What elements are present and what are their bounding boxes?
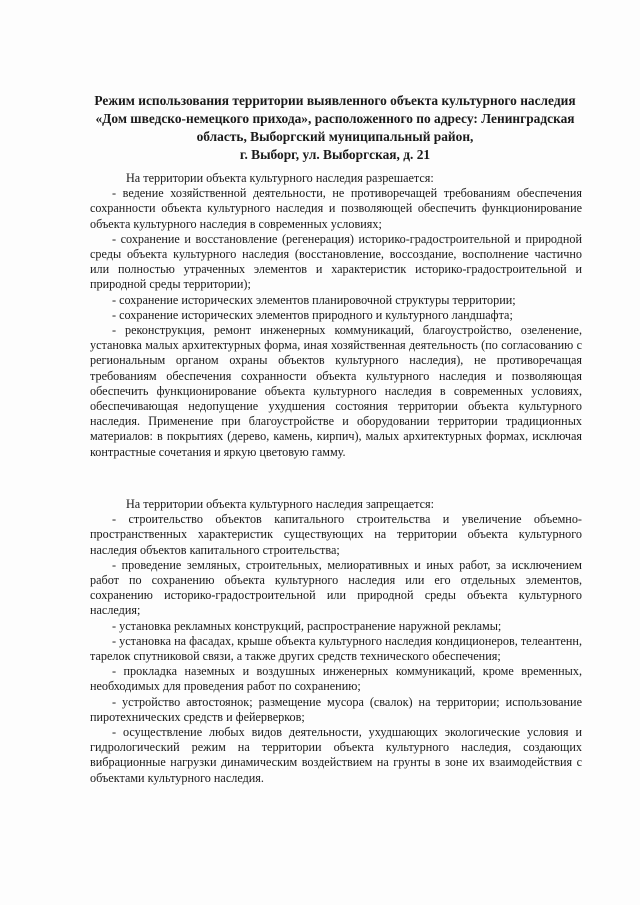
forbidden-heading: На территории объекта культурного наследия запрещается: — [126, 497, 435, 511]
forbidden-item: - строительство объектов капитального строительства и увеличение объемно-пространственных характеристик существующих на территории объекта культурного наследия объектов капитального строительства; — [90, 512, 582, 557]
forbidden-item: - устройство автостоянок; размещение мусора (свалок) на территории; использование пиротехнических средств и фейерверков; — [90, 694, 582, 724]
forbidden-item: - установка на фасадах, крыше объекта культурного наследия кондиционеров, телеантенн, тарелок спутниковой связи, а также других средств технического обеспечения; — [90, 633, 582, 664]
title-line-1: Режим использования территории выявленного объекта культурного наследия — [94, 93, 576, 108]
forbidden-section — [90, 497, 582, 786]
allowed-section — [90, 171, 582, 460]
title-line-4: г. Выборг, ул. Выборгская, д. 21 — [239, 147, 431, 162]
forbidden-item: - прокладка наземных и воздушных инженерных коммуникаций, кроме временных, необходимых для проведения работ по сохранению; — [90, 664, 582, 694]
allowed-item: - ведение хозяйственной деятельности, не противоречащей требованиям обеспечения сохранности объекта культурного наследия и позволяющей обеспечить функционирование объекта культурного наследия в современных условиях; — [90, 186, 582, 231]
allowed-item: - сохранение и восстановление (регенерация) историко-градостроительной и природной среды объекта культурного наследия (восстановление, воссоздание, восполнение частично или полностью утраченных элементов и характеристик историко-градостроительной и природной среды территории); — [90, 231, 582, 292]
allowed-heading: На территории объекта культурного наследия разрешается: — [126, 171, 434, 185]
title-line-2: «Дом шведско-немецкого прихода», расположенного по адресу: Ленинградская — [95, 111, 575, 126]
allowed-item: - реконструкция, ремонт инженерных коммуникаций, благоустройство, озеленение, установка малых архитектурных форма, иная хозяйственная деятельность (по согласованию с региональным органом охраны объектов культурного наследия), не противоречащая требованиям обеспечения сохранности объекта культурного наследия и позволяющая обеспечить функционирование объекта культурного наследия в современных условиях, обеспечивающая недопущение ухудшения состояния территории объекта культурного наследия. Применение при благоустройстве и оборудовании территории традиционных материалов: в покрытиях (дерево, камень, кирпич), малых архитектурных формах, исключая контрастные сочетания и яркую цветовую гамму. — [90, 323, 582, 459]
forbidden-item: - осуществление любых видов деятельности, ухудшающих экологические условия и гидрологический режим на территории объекта культурного наследия, создающих вибрационные нагрузки динамическим воздействием на грунты в зоне их взаимодействия с объектами культурного наследия. — [90, 725, 582, 785]
forbidden-item: - проведение земляных, строительных, мелиоративных и иных работ, за исключением работ по сохранению объекта культурного наследия или его отдельных элементов, сохранению историко-градостроительной или природной среды объекта культурного наследия; — [90, 557, 582, 618]
title-line-3: область, Выборгский муниципальный район, — [196, 129, 474, 144]
forbidden-item: - установка рекламных конструкций, распространение наружной рекламы; — [112, 618, 502, 633]
document-title — [92, 92, 578, 164]
allowed-item: - сохранение исторических элементов планировочной структуры территории; — [112, 292, 516, 307]
allowed-item: - сохранение исторических элементов природного и культурного ландшафта; — [112, 307, 513, 322]
